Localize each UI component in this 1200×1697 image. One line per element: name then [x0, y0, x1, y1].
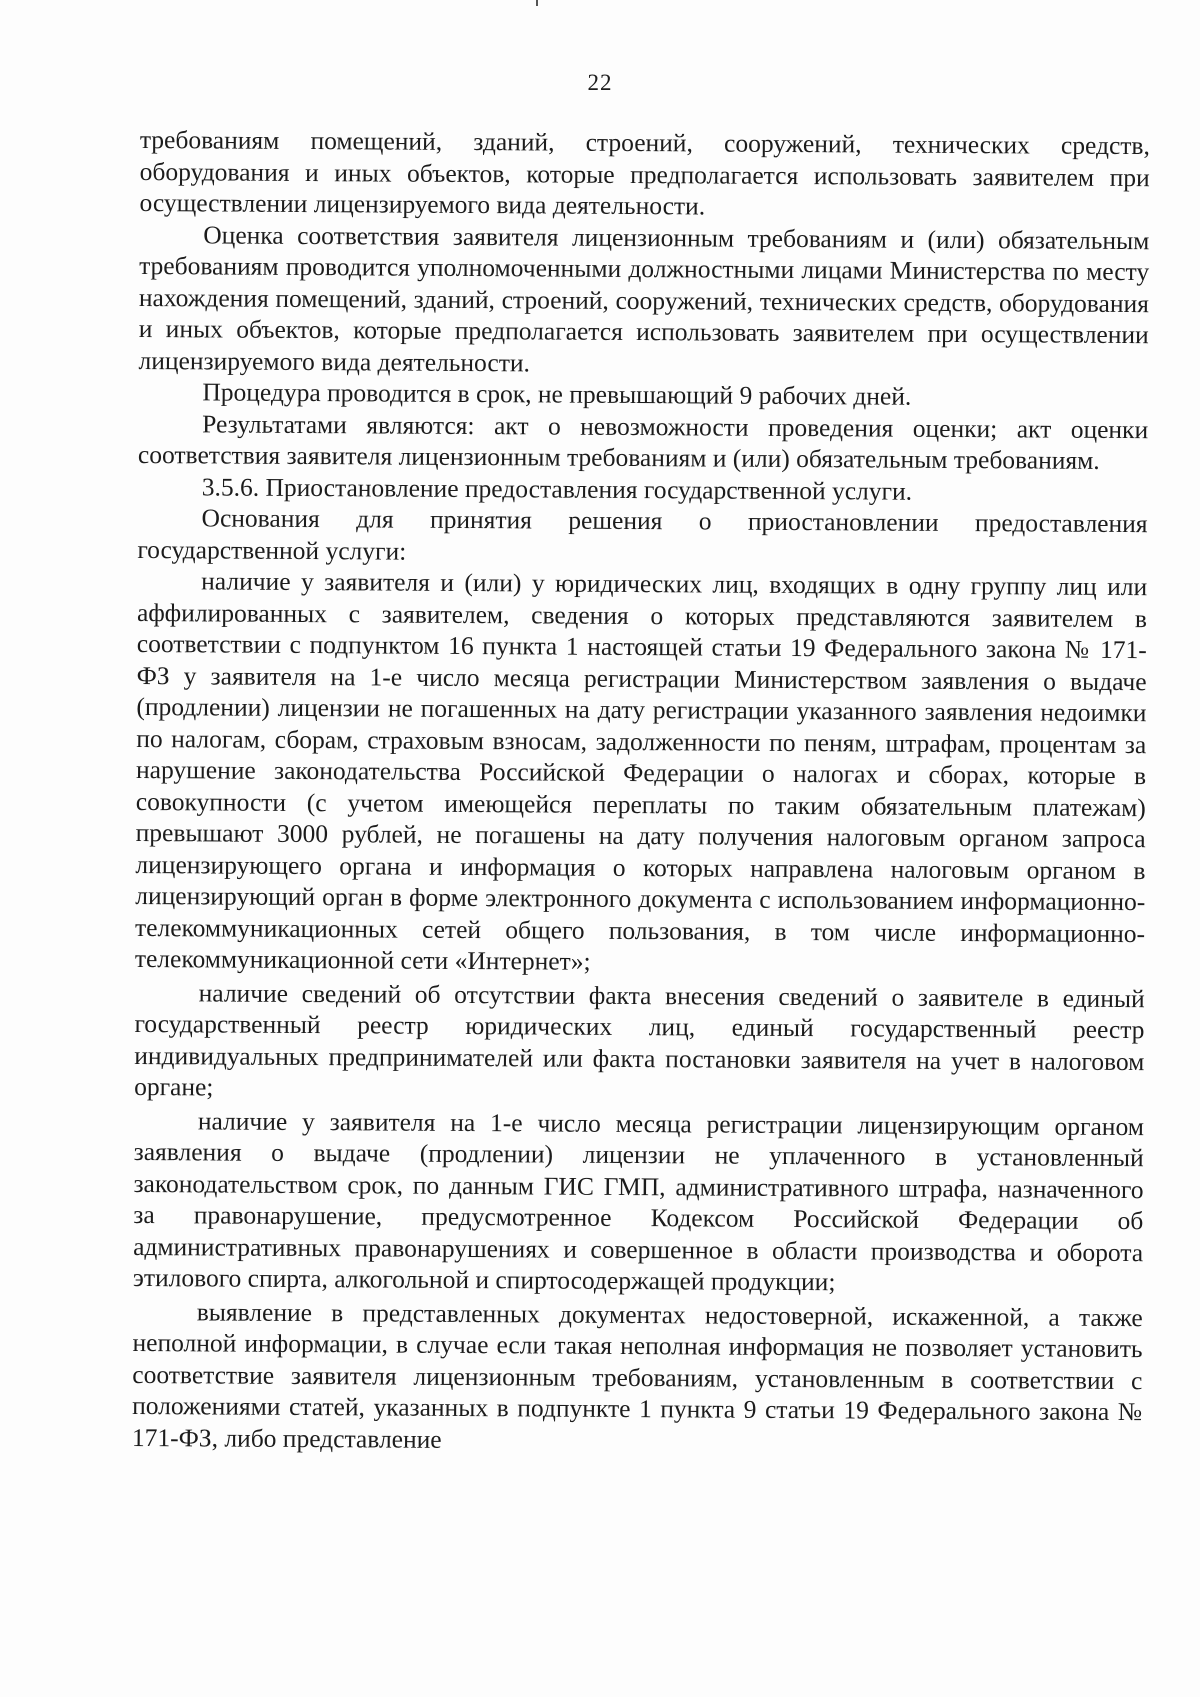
paragraph-continuation: требованиям помещений, зданий, строений, сооружений, технических средств, оборудования и иных объектов, которые предполагается использовать заявителем при осуществлении лицензируемого вида деятельности.: [139, 124, 1150, 221]
list-item-fine: наличие у заявителя на 1-е число месяца регистрации лицензирующим органом заявления о выдаче (продлении) лицензии не уплаченного в установленный законодательством срок, по данным ГИС ГМП, административного штрафа, назначенного за правонарушение, предусмотренное Кодексом Российской Федерации об административных правонарушениях и совершенное в области производства и оборота этилового спирта, алкогольной и спиртосодержащей продукции;: [132, 1105, 1144, 1297]
list-item-registry: наличие сведений об отсутствии факта внесения сведений о заявителе в единый государственный реестр юридических лиц, единый государственный реестр индивидуальных предпринимателей или факта постановки заявителя на учет в налоговом органе;: [134, 977, 1145, 1102]
paragraph-results: Результатами являются: акт о невозможности проведения оценки; акт оценки соответствия заявителя лицензионным требованиям и (или) обязательным требованиям.: [137, 408, 1149, 475]
list-item-false-info: выявление в представленных документах недостоверной, искаженной, а также неполной информации, в случае если такая неполная информация не позволяет установить соответствие заявителя лицензионным требованиям, установленным в соответствии с положениями статей, указанных в подпункте 1 пункта 9 статьи 19 Федерального закона № 171-ФЗ, либо представление: [131, 1296, 1143, 1454]
paragraph-procedure-term: Процедура проводится в срок, не превышающий 9 рабочих дней.: [202, 377, 912, 411]
paragraph-grounds: Основания для принятия решения о приостановлении предоставления государственной услуги:: [137, 503, 1148, 566]
page-number: 22: [587, 70, 613, 95]
section-heading-3-5-6: 3.5.6. Приостановление предоставления государственной услуги.: [201, 471, 913, 506]
paragraph-assessment: Оценка соответствия заявителя лицензионным требованиям и (или) обязательным требованиям проводится уполномоченными должностными лицами Министерства по месту нахождения помещений, зданий, строений, сооружений, технических средств, оборудования и иных объектов, которые предполагается использовать заявителем при осуществлении лицензируемого вида деятельности.: [138, 219, 1150, 377]
scan-mark: [536, 0, 538, 6]
list-item-tax-debt: наличие у заявителя и (или) у юридических лиц, входящих в одну группу лиц или аффилированных с заявителем, сведения о которых представляются заявителем в соответствии с подпунктом 16 пункта 1 настоящей статьи 19 Федерального закона № 171-ФЗ у заявителя на 1-е число месяца регистрации Министерством заявления о выдаче (продлении) лицензии не погашенных на дату регистрации указанного заявления недоимки по налогам, сборам, страховым взносам, задолженности по пеням, штрафам, процентам за нарушение законодательства Российской Федерации о налогах и сборах, которые в совокупности (с учетом имеющейся переплаты по таким обязательным платежам) превышают 3000 рублей, не погашены на дату получения налоговым органом запроса лицензирующего органа и информация о которых направлена налоговым органом в лицензирующий орган в форме электронного документа с использованием информационно-телекоммуникационных сетей общего пользования, в том числе информационно-телекоммуникационной сети «Интернет»;: [134, 566, 1148, 976]
document-body: [132, 124, 1150, 1459]
